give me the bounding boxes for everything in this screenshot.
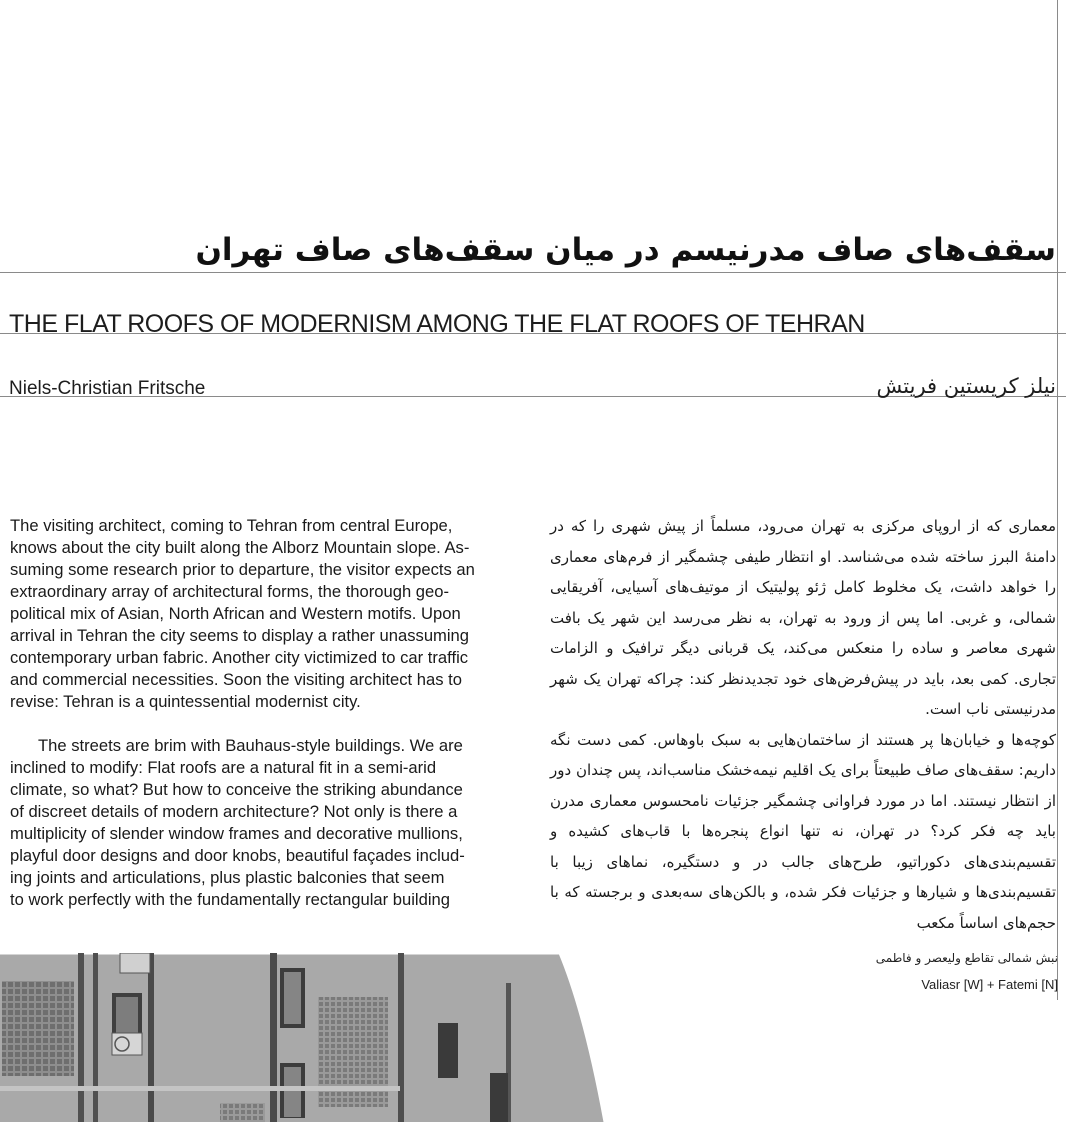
persian-paragraph-1: معماری که از اروپای مرکزی به تهران می‌رود، مسلماً از پیش شهری را که در دامنهٔ البرز ساخته شده می‌شناسد. او انتظار طیفی چشمگیر از فرم‌های معماری را خواهد داشت، یک مخلوط کامل ژئو پولیتیک از موتیف‌های آسیایی، آفریقایی شمالی، و غربی. اما پس از ورود به تهران، به نظر می‌رسد این شهر یک بافت شهری معاصر و ساده را منعکس می‌کند، یک قربانی دیگر ترافیک و الزامات تجاری. کمی بعد، باید در پیش‌فرض‌های خود تجدیدنظر کند: چراکه تهران یک شهر مدرنیستی ناب است. (550, 517, 1056, 718)
window (284, 972, 301, 1024)
text-line: of discreet details of modern architecture? Not only is there a (10, 802, 458, 821)
text-line: ing joints and articulations, plus plastic balconies that seem (10, 868, 445, 887)
building-photo (0, 953, 605, 1122)
window (490, 1073, 508, 1122)
text-line: knows about the city built along the Alborz Mountain slope. As- (10, 538, 470, 557)
text-line: The visiting architect, coming to Tehran from central Europe, (10, 516, 453, 535)
text-line: The streets are brim with Bauhaus-style buildings. We are (38, 736, 463, 755)
english-paragraph-2 (10, 735, 518, 911)
title-rule (0, 272, 1066, 273)
air-conditioner (120, 953, 150, 973)
text-line: suming some research prior to departure, the visitor expects an (10, 560, 475, 579)
building-ledge (0, 1086, 400, 1091)
text-line: extraordinary array of architectural forms, the thorough geo- (10, 582, 450, 601)
page-title-persian: سقف‌های صاف مدرنیسم در میان سقف‌های صاف تهران (195, 232, 1056, 268)
text-line: playful door designs and door knobs, beautiful façades includ- (10, 846, 465, 865)
text-line: inclined to modify: Flat roofs are a natural fit in a semi-arid (10, 758, 437, 777)
photo-caption-english: Valiasr [W] + Fatemi [N] (921, 977, 1058, 992)
persian-body-text (550, 511, 1056, 938)
text-line: multiplicity of slender window frames and decorative mullions, (10, 824, 463, 843)
page-title-english: THE FLAT ROOFS OF MODERNISM AMONG THE FLAT ROOFS OF TEHRAN (9, 310, 865, 338)
lattice-panel (220, 1103, 265, 1122)
english-body-text (10, 515, 518, 911)
right-margin-rule (1057, 0, 1058, 1000)
building-pillar (270, 953, 277, 1122)
text-line: to work perfectly with the fundamentally rectangular building (10, 890, 450, 909)
text-line: arrival in Tehran the city seems to display a rather unassuming (10, 626, 470, 645)
building-pillar (93, 953, 98, 1122)
text-line: revise: Tehran is a quintessential modernist city. (10, 692, 361, 711)
author-name-persian: نیلز کریستین فریتش (876, 374, 1056, 398)
building-pillar (398, 953, 404, 1122)
persian-paragraph-2: کوچه‌ها و خیابان‌ها پر هستند از ساختمان‌هایی به سبک باوهاس. کمی دست نگه داریم: سقف‌های صاف طبیعتاً برای یک اقلیم نیمه‌خشک مناسب‌اند، پس چندان دور از انتظار نیستند. اما در مورد فراوانی چشمگیر جزئیات نامحسوس معماری مدرن باید چه فکر کرد؟ در تهران، نه تنها انواع پنجره‌ها با قاب‌های کشیده و تقسیم‌بندی‌های دکوراتیو، طرح‌های جالب در و دستگیره، نماهای زیبا با تقسیم‌بندی‌ها و شیارها و جزئیات فکر شده، و بالکن‌های سه‌بعدی و برجسته که با حجم‌های اساساً مکعب (550, 730, 1056, 932)
photo-caption-persian: نبش شمالی تقاطع ولیعصر و فاطمی (875, 951, 1058, 965)
window (284, 1067, 301, 1117)
text-line: and commercial necessities. Soon the visiting architect has to (10, 670, 462, 689)
building-pillar (148, 953, 154, 1122)
text-line: political mix of Asian, North African and Western motifs. Upon (10, 604, 461, 623)
window (438, 1023, 458, 1078)
air-conditioner (112, 1033, 142, 1055)
text-line: contemporary urban fabric. Another city victimized to car traffic (10, 648, 469, 667)
english-paragraph-1 (10, 515, 518, 713)
author-name-english: Niels-Christian Fritsche (9, 378, 206, 399)
building-pillar (78, 953, 84, 1122)
lattice-panel (2, 981, 74, 1076)
text-line: climate, so what? But how to conceive the striking abundance (10, 780, 463, 799)
